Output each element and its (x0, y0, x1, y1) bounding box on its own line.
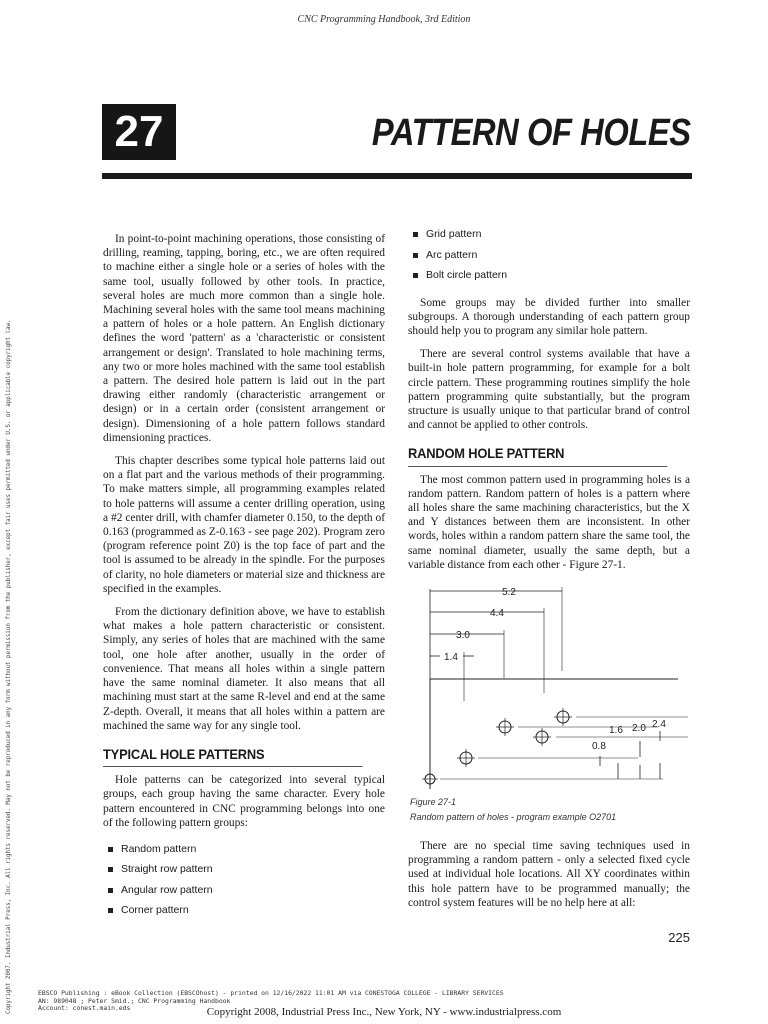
caption-label: Figure 27-1 (410, 796, 457, 807)
section-heading-typical: TYPICAL HOLE PATTERNS (103, 747, 362, 767)
list-item: Arc pattern (408, 245, 690, 266)
hole-pattern-drawing (408, 581, 690, 793)
title-rule (102, 173, 692, 179)
ebsco-line: EBSCO Publishing : eBook Collection (EBSCOhost) - printed on 12/16/2022 11:01 AM via CONESTOGA COLLEGE - LIBRARY SERVICES (38, 989, 504, 997)
list-item: Straight row pattern (103, 859, 385, 880)
dim-2-0: 2.0 (632, 722, 646, 734)
right-column (408, 230, 690, 919)
dim-2-4: 2.4 (652, 718, 666, 730)
figure-caption (410, 795, 690, 825)
pattern-list-right (408, 224, 690, 286)
footer-copyright: Copyright 2008, Industrial Press Inc., New York, NY - www.industrialpress.com (206, 1006, 562, 1018)
paragraph: This chapter describes some typical hole patterns laid out on a flat part and the various methods of their programming. To make matters simple, all programming examples related to hole patterns will assume a center drilling operation, using a #2 center drill, with chamfer diameter 0.150, to the depth of 0.163 (programmed as Z-0.163 - see page 202). Program zero (program reference point Z0) is the top face of part and the tool is assumed to be already in the spindle. For the purposes of clarity, no hole diameters or material size and thickness are specified in the examples. (103, 455, 385, 595)
ebsco-line: Account: conest.main.eds (38, 1004, 131, 1013)
paragraph: From the dictionary definition above, we have to establish what makes a hole pattern characteristic or consistent. Simply, any series of holes that are machined with the same tool, one hole after another, usually in the order of convenience. That means all holes within a single pattern have the same nominal diameter. It also means that all machining must start at the same R-level and end at the same Z-depth. Overall, it means that all holes within a pattern are machined the same way for any single tool. (103, 606, 385, 732)
dim-3-0: 3.0 (456, 629, 470, 641)
page-number: 225 (668, 930, 690, 945)
dim-4-4: 4.4 (490, 607, 504, 619)
dim-1-6: 1.6 (609, 724, 623, 736)
list-item: Bolt circle pattern (408, 265, 690, 286)
paragraph: Some groups may be divided further into smaller subgroups. A thorough understanding of each pattern group should help you to program any similar hole pattern. (408, 296, 690, 337)
left-column (103, 232, 385, 931)
dim-1-4: 1.4 (444, 651, 458, 663)
dim-0-8: 0.8 (592, 740, 606, 752)
paragraph: The most common pattern used in programming holes is a random pattern. Random pattern of holes is a pattern where all holes share the same machining characteristics, but the X and Y distances between them are inconsistent. In other words, holes within a random pattern share the same tool, the same nominal diameter, usually the same depth, but a variable distance from each other - Figure 27-1. (408, 473, 690, 571)
section-heading-random: RANDOM HOLE PATTERN (408, 446, 667, 466)
list-item: Grid pattern (408, 224, 690, 245)
ebsco-line: AN: 989048 ; Peter Smid.; CNC Programming Handbook (38, 996, 231, 1005)
chapter-number: 27 (102, 104, 176, 160)
figure-random-pattern (408, 581, 690, 793)
list-item: Angular row pattern (103, 880, 385, 901)
paragraph: There are several control systems available that have a built-in hole pattern programming, for example for a bolt circle pattern. These programming routines simplify the hole pattern programming quite substantially, but the program structure is usually unique to that particular brand of control and cannot be applied to other controls. (408, 348, 690, 432)
paragraph: Hole patterns can be categorized into several typical groups, each group having the same character. Every hole pattern encountered in CNC programming belongs into one of the following pattern groups: (103, 774, 385, 829)
caption-text: Random pattern of holes - program example O2701 (410, 811, 617, 822)
paragraph: There are no special time saving techniques used in programming a random pattern - only a selected fixed cycle used at individual hole locations. All XY coordinates within this hole pattern have to be programmed manually; the control system features will be no help here at all: (408, 839, 690, 909)
dim-5-2: 5.2 (502, 586, 516, 598)
pattern-list-left (103, 839, 385, 921)
running-head: CNC Programming Handbook, 3rd Edition (297, 14, 471, 25)
list-item: Corner pattern (103, 900, 385, 921)
side-copyright-notice: Copyright 2007. Industrial Press, Inc. All rights reserved. May not be reproduced in any form without permission from the publisher, except fair uses permitted under U.S. or applicable copyright law. (6, 319, 12, 1014)
paragraph: In point-to-point machining operations, those consisting of drilling, reaming, tapping, boring, etc., we are often required to machine either a single hole or a series of holes with the same tool, usually followed by other tools. In practice, several holes are much more common than a single hole. Machining several holes with the same tool means machining a pattern of holes or a hole pattern. An English dictionary defines the word 'pattern' as a 'characteristic or consistent arrangement or design'. Translated to hole machining terms, any two or more holes machined with the same tool establish a pattern. The desired hole pattern is laid out in the part drawing either randomly (characteristic arrangement or design) or in a certain order (consistent arrangement or design). Dimensioning of a hole pattern follows standard dimensioning practices. (103, 233, 385, 444)
list-item: Random pattern (103, 839, 385, 860)
chapter-title: PATTERN OF HOLES (372, 112, 691, 154)
